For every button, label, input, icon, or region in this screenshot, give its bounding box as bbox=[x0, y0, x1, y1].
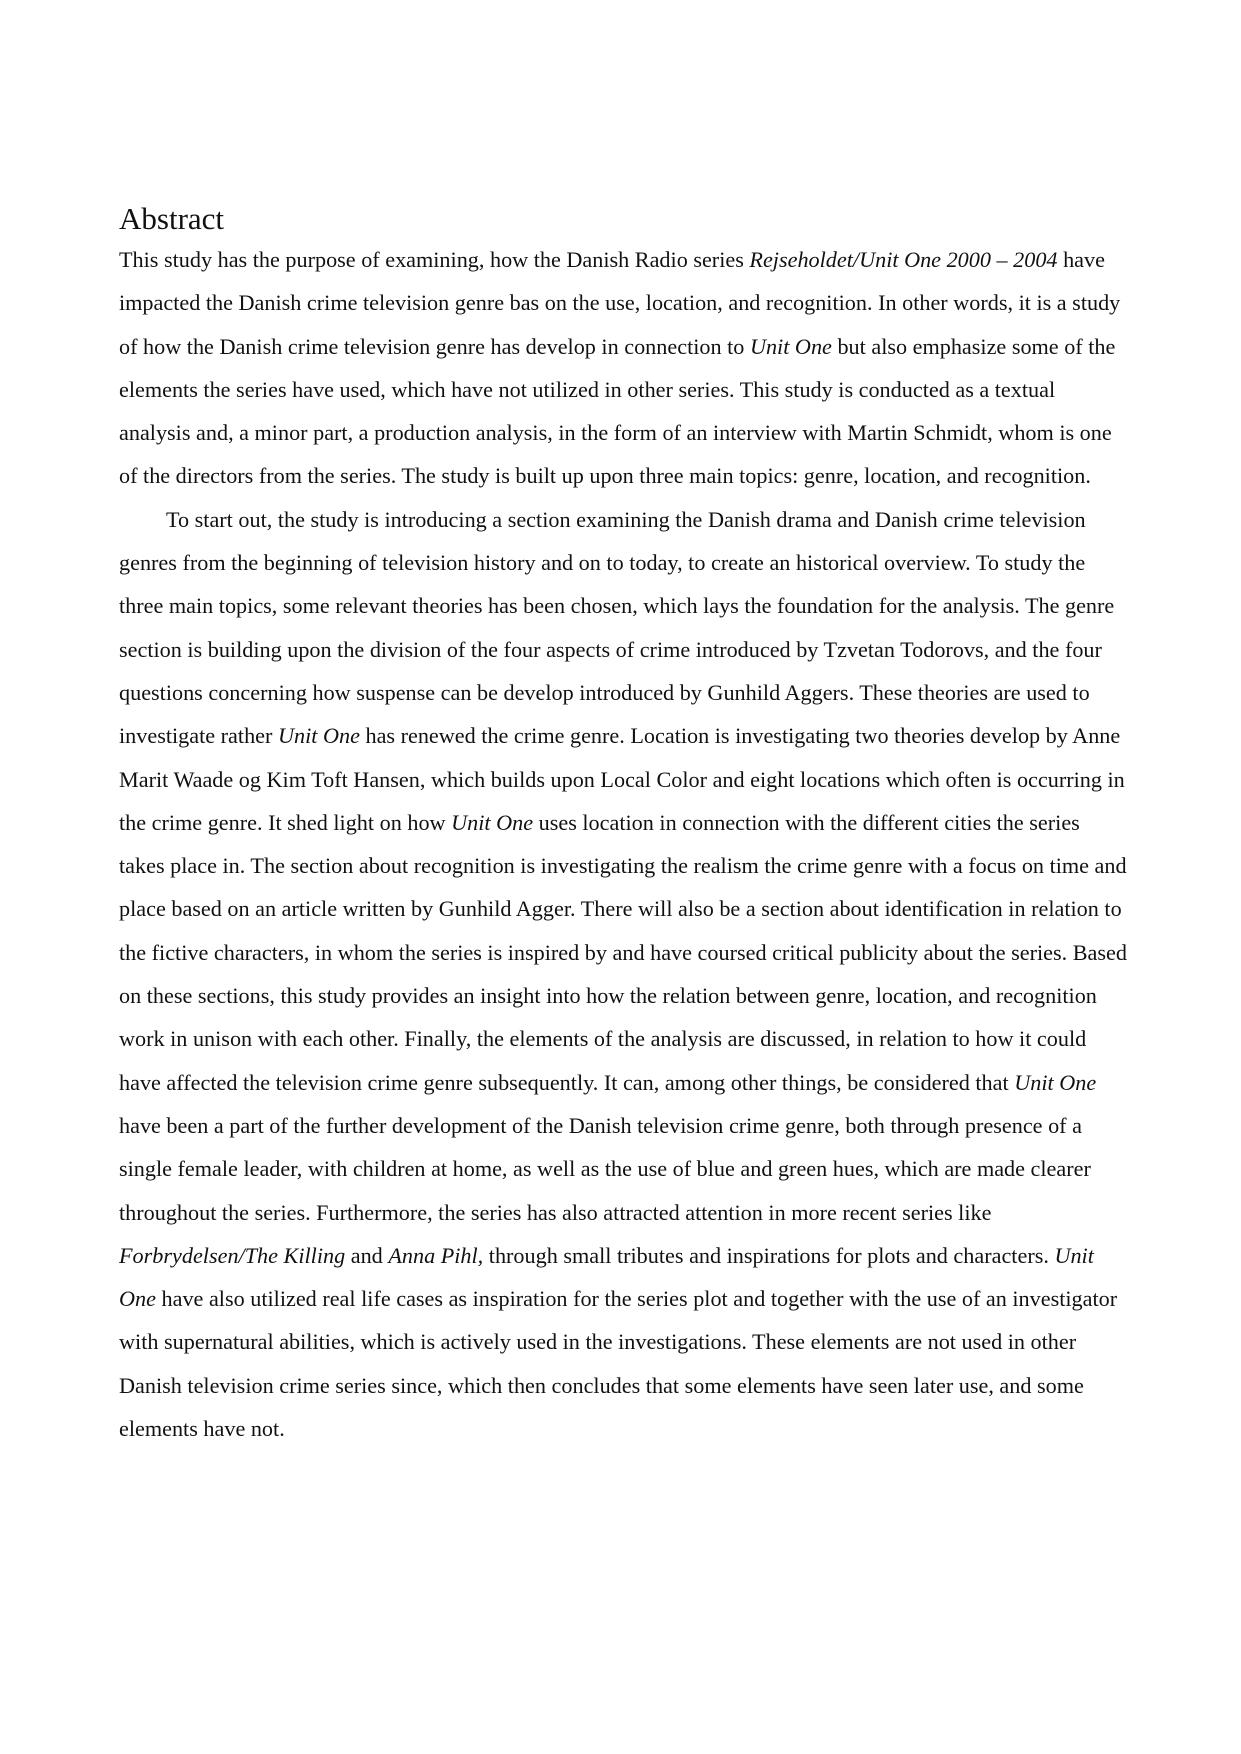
text-run: but also emphasize some of the elements the series have used, which have not utilized in other series. This study is conducted as a textual analysis and, a minor part, a production analysis, in the form of an interview with Martin Schmidt, whom is one of the directors from the series. The study is built up upon three main topics: genre, location, and recognition. bbox=[119, 333, 1116, 489]
italic-title-text: Unit One bbox=[277, 723, 360, 749]
text-run: uses location in connection with the different cities the series takes place in. The section about recognition is investigating the realism the crime genre with a focus on time and place based on an article written by Gunhild Agger. There will also be a section about identification in relation to the fictive characters, in whom the series is inspired by and have coursed critical publicity about the series. Based on these sections, this study provides an insight into how the relation between genre, location, and recognition work in unison with each other. Finally, the elements of the analysis are discussed, in relation to how it could have affected the television crime genre subsequently. It can, among other things, be considered that bbox=[119, 809, 1127, 1095]
text-run: have also utilized real life cases as inspiration for the series plot and together with the use of an investigator with supernatural abilities, which is actively used in the investigations. These elements are not used in other Danish television crime series since, which then concludes that some elements have seen later use, and some elements have not. bbox=[119, 1286, 1118, 1442]
document-page bbox=[119, 200, 1129, 1450]
abstract-paragraph-2 bbox=[119, 498, 1129, 1451]
text-run: have impacted the Danish crime television genre bas on the use, location, and recognition. In other words, it is a study of how the Danish crime television genre has develop in connection to bbox=[119, 247, 1121, 359]
italic-title-text: Forbrydelsen/The Killing bbox=[119, 1242, 346, 1268]
text-run: To start out, the study is introducing a section examining the Danish drama and Danish crime television genres from the beginning of television history and on to today, to create an historical overview. To study the three main topics, some relevant theories has been chosen, which lays the foundation for the analysis. The genre section is building upon the division of the four aspects of crime introduced by Tzvetan Todorovs, and the four questions concerning how suspense can be develop introduced by Gunhild Aggers. These theories are used to investigate rather bbox=[119, 506, 1115, 749]
text-run: This study has the purpose of examining, how the Danish Radio series bbox=[119, 247, 750, 272]
text-run: have been a part of the further development of the Danish television crime genre, both through presence of a single female leader, with children at home, as well as the use of blue and green hues, which are made clearer throughout the series. Furthermore, the series has also attracted attention in more recent series like bbox=[119, 1112, 1091, 1225]
italic-title-text: Unit One bbox=[451, 809, 534, 835]
italic-title-text: Unit One bbox=[749, 333, 832, 359]
italic-title-text: Anna Pihl, bbox=[388, 1242, 484, 1268]
italic-title-text: Unit One bbox=[1014, 1069, 1097, 1095]
text-run: through small tributes and inspirations for plots and characters. bbox=[483, 1242, 1055, 1268]
text-run: and bbox=[345, 1242, 389, 1268]
italic-title-text: Rejseholdet/Unit One 2000 – 2004 bbox=[749, 247, 1058, 272]
text-run: has renewed the crime genre. Location is investigating two theories develop by Anne Marit Waade og Kim Toft Hansen, which builds upon Local Color and eight locations which often is occurring in the crime genre. It shed light on how bbox=[119, 723, 1125, 835]
abstract-paragraph-1 bbox=[119, 238, 1129, 498]
italic-title-text: Unit One bbox=[119, 1242, 1094, 1312]
abstract-heading: Abstract bbox=[119, 201, 225, 236]
